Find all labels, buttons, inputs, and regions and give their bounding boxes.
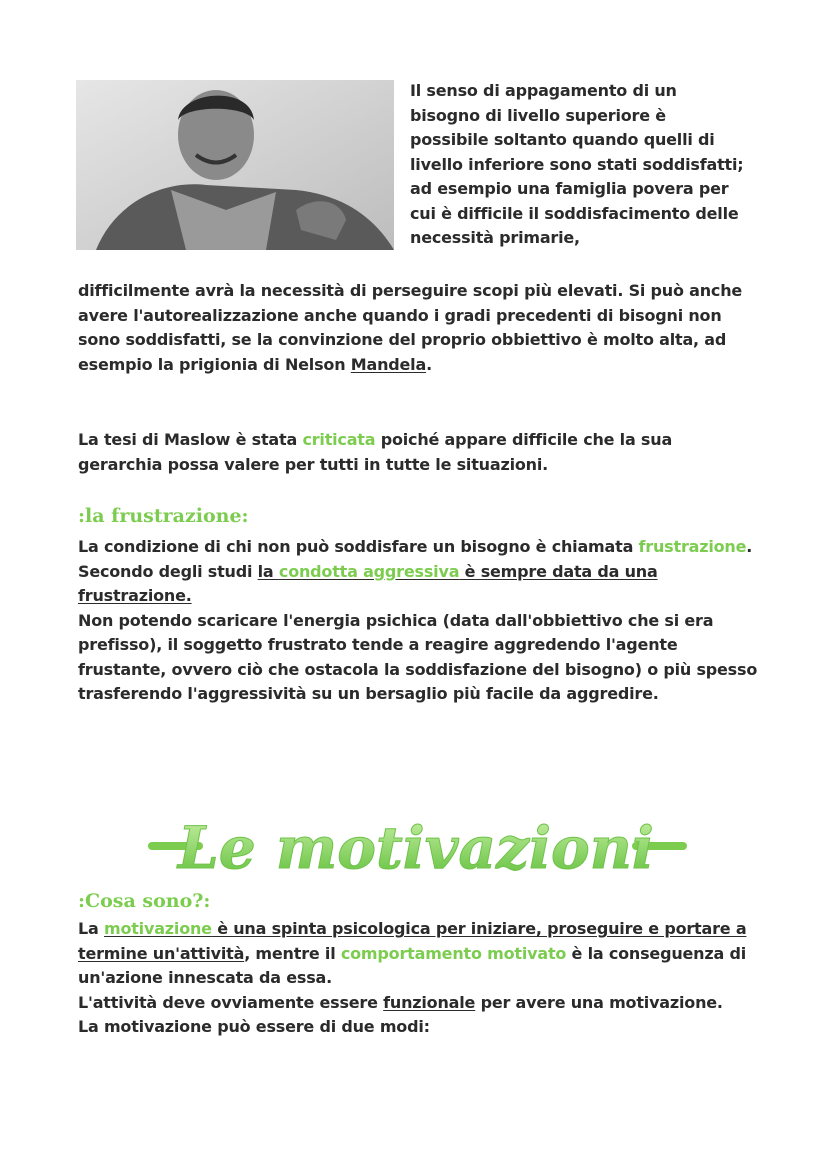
frust-u2: è sempre data da una frustrazione. — [78, 561, 658, 605]
big-title-text: Le motivazioni — [178, 814, 654, 882]
mot-funzionale: funzionale — [383, 992, 476, 1012]
heading-frustrazione: :la frustrazione: — [78, 505, 249, 527]
frust-text-b: . Secondo degli studi — [78, 537, 753, 581]
frust-highlight: frustrazione — [638, 537, 747, 556]
period-text: . — [426, 354, 432, 374]
intro-paragraph-continued — [78, 279, 758, 377]
mot-highlight: motivazione — [103, 919, 212, 938]
mot-text-d: L'attività deve ovviamente essere — [78, 992, 384, 1012]
critic-text-b: poiché appare difficile che la sua gerarchia possa valere per tutti in tutte le situazioni. — [78, 430, 673, 474]
heading-cosa-sono: :Cosa sono?: — [78, 890, 211, 912]
portrait-photo — [76, 80, 394, 250]
critic-highlight: criticata — [302, 430, 376, 449]
mot-text-c: è la conseguenza di un'azione innescata da essa. — [78, 943, 746, 987]
critic-text-a: La tesi di Maslow è stata — [78, 430, 303, 449]
mot-highlight-2: comportamento motivato — [340, 943, 567, 963]
mot-u-text: è una spinta psicologica per iniziare, proseguire e portare a termine un'attività — [78, 919, 747, 963]
mot-text-e: per avere una motivazione. — [475, 992, 723, 1012]
frust-u1: la — [257, 561, 279, 581]
frust-text-c: Non potendo scaricare l'energia psichica (data dall'obbiettivo che si era prefisso), il soggetto frustrato tende a reagire aggredendo l'agente frustante, ovvero ciò che ostacola la soddisfazione del bisogno) o più spesso trasferendo l'aggressività su un bersaglio più facile da aggredire. — [78, 610, 758, 703]
intro-cont-text: difficilmente avrà la necessità di perseguire scopi più elevati. Si può anche avere l'autorealizzazione anche quando i gradi precedenti di bisogni non sono soddisfatti, se la convinzione del proprio obbiettivo è molto alta, ad esempio la prigionia di Nelson — [78, 281, 743, 374]
mot-text-b: , mentre il — [244, 943, 341, 963]
intro-right-text: Il senso di appagamento di un bisogno di livello superiore è possibile soltanto quando quelli di livello inferiore sono stati soddisfatti; ad esempio una famiglia povera per cui è difficile il soddisfacimento delle necessità primarie, — [410, 81, 744, 247]
motivation-paragraph — [78, 917, 758, 1040]
mot-text-a: La — [78, 919, 104, 938]
criticism-paragraph — [78, 428, 758, 477]
intro-paragraph-right — [410, 79, 745, 251]
mot-text-f: La motivazione può essere di due modi: — [78, 1017, 430, 1036]
frustration-paragraph — [78, 535, 758, 707]
mandela-text: Mandela — [350, 354, 427, 374]
big-title — [0, 800, 828, 892]
frust-u-green: condotta aggressiva — [278, 561, 460, 581]
frust-text-a: La condizione di chi non può soddisfare un bisogno è chiamata — [78, 537, 639, 556]
